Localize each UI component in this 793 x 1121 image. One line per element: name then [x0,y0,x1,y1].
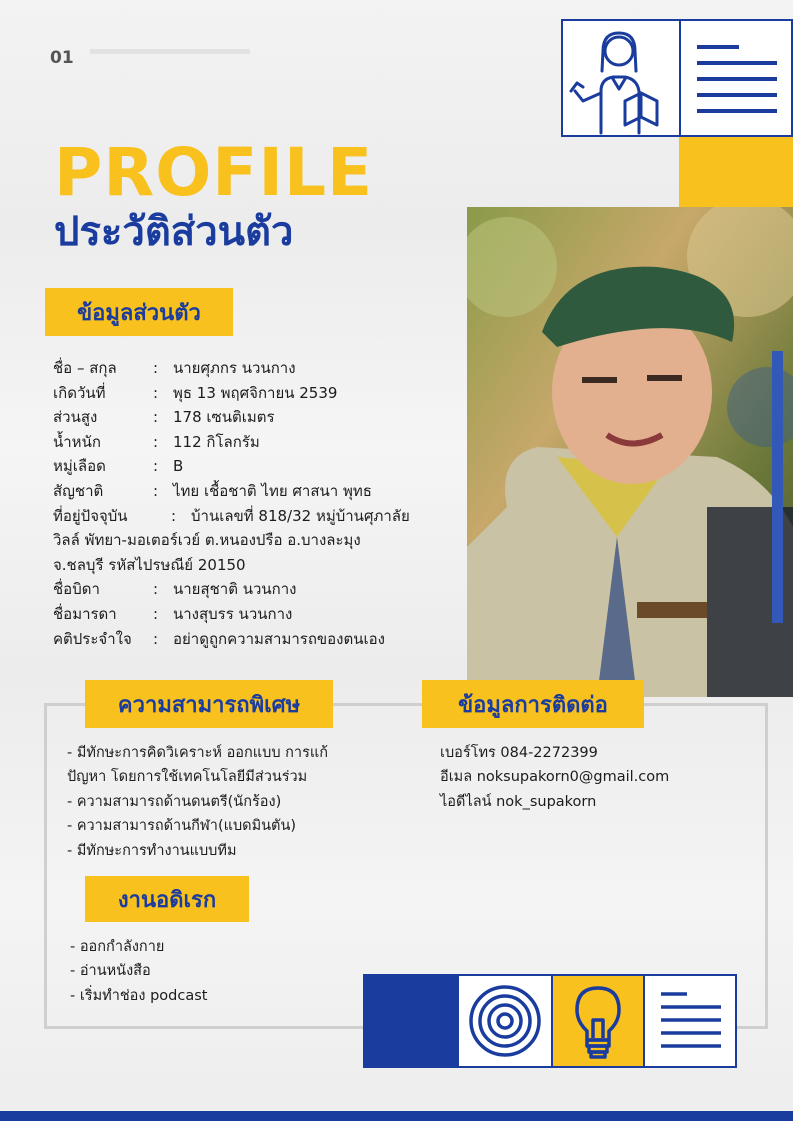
info-row-height: ส่วนสูง : 178 เซนติเมตร [53,408,275,427]
info-row-father: ชื่อบิดา : นายสุชาติ นวนกาง [53,580,297,599]
contact-list [440,741,770,814]
decorative-blue-bar [772,351,783,623]
skills-heading: ความสามารถพิเศษ [85,680,333,728]
bottom-icon-strip [363,974,737,1068]
personal-info-list [53,356,463,651]
list-item: - เริ่มทำช่อง podcast [70,987,208,1004]
target-icon [457,974,553,1068]
text-lines-icon [679,19,793,137]
contact-phone: เบอร์โทร 084-2272399 [440,745,598,761]
personal-info-heading: ข้อมูลส่วนตัว [45,288,233,336]
list-item: - ออกกำลังกาย [70,939,165,955]
title-english: PROFILE [54,134,374,211]
contact-email: อีเมล noksupakorn0@gmail.com [440,769,670,786]
info-row-motto: คติประจำใจ : อย่าดูถูกความสามารถของตนเอง [53,629,385,648]
hobby-heading: งานอดิเรก [85,876,249,922]
info-row-weight: น้ำหนัก : 112 กิโลกรัม [53,432,260,451]
info-address-line-2: วิลล์ พัทยา-มอเตอร์เวย์ ต.หนองปรือ อ.บางละมุง [53,531,361,550]
decorative-blue-block [363,974,459,1068]
info-row-blood-type: หมู่เลือด : B [53,457,184,476]
footer-bar [0,1111,793,1121]
list-item: ปัญหา โดยการใช้เทคโนโลยีมีส่วนร่วม [67,769,308,786]
page-number-underline [90,49,250,54]
info-row-nationality: สัญชาติ : ไทย เชื้อชาติ ไทย ศาสนา พุทธ [53,481,372,500]
info-row-address: ที่อยู่ปัจจุบัน : บ้านเลขที่ 818/32 หมู่บ้านศุภาลัย [53,506,410,525]
title-thai: ประวัติส่วนตัว [54,209,294,255]
lightbulb-icon [551,974,645,1068]
list-item: - ความสามารถด้านดนตรี(นักร้อง) [67,793,282,810]
profile-photo [467,207,793,697]
list-item: - มีทักษะการคิดวิเคราะห์ ออกแบบ การแก้ [67,745,328,761]
contact-line-id: ไอดีไลน์ nok_supakorn [440,793,597,810]
list-item: - มีทักษะการทำงานแบบทีม [67,842,237,859]
info-row-name: ชื่อ – สกุล : นายศุภกร นวนกาง [53,359,296,377]
info-row-mother: ชื่อมารดา : นางสุบรร นวนกาง [53,604,293,623]
page-number: 01 [50,48,74,68]
info-row-birthdate: เกิดวันที่ : พุธ 13 พฤศจิกายน 2539 [53,383,338,402]
hobby-list [70,935,370,1008]
contact-heading: ข้อมูลการติดต่อ [422,680,644,728]
skills-list [67,741,437,863]
teacher-reading-icon [561,19,681,137]
info-address-line-3: จ.ชลบุรี รหัสไปรษณีย์ 20150 [53,555,246,574]
list-item: - อ่านหนังสือ [70,963,151,980]
list-item: - ความสามารถด้านกีฬา(แบดมินตัน) [67,818,297,835]
document-lines-icon [643,974,737,1068]
